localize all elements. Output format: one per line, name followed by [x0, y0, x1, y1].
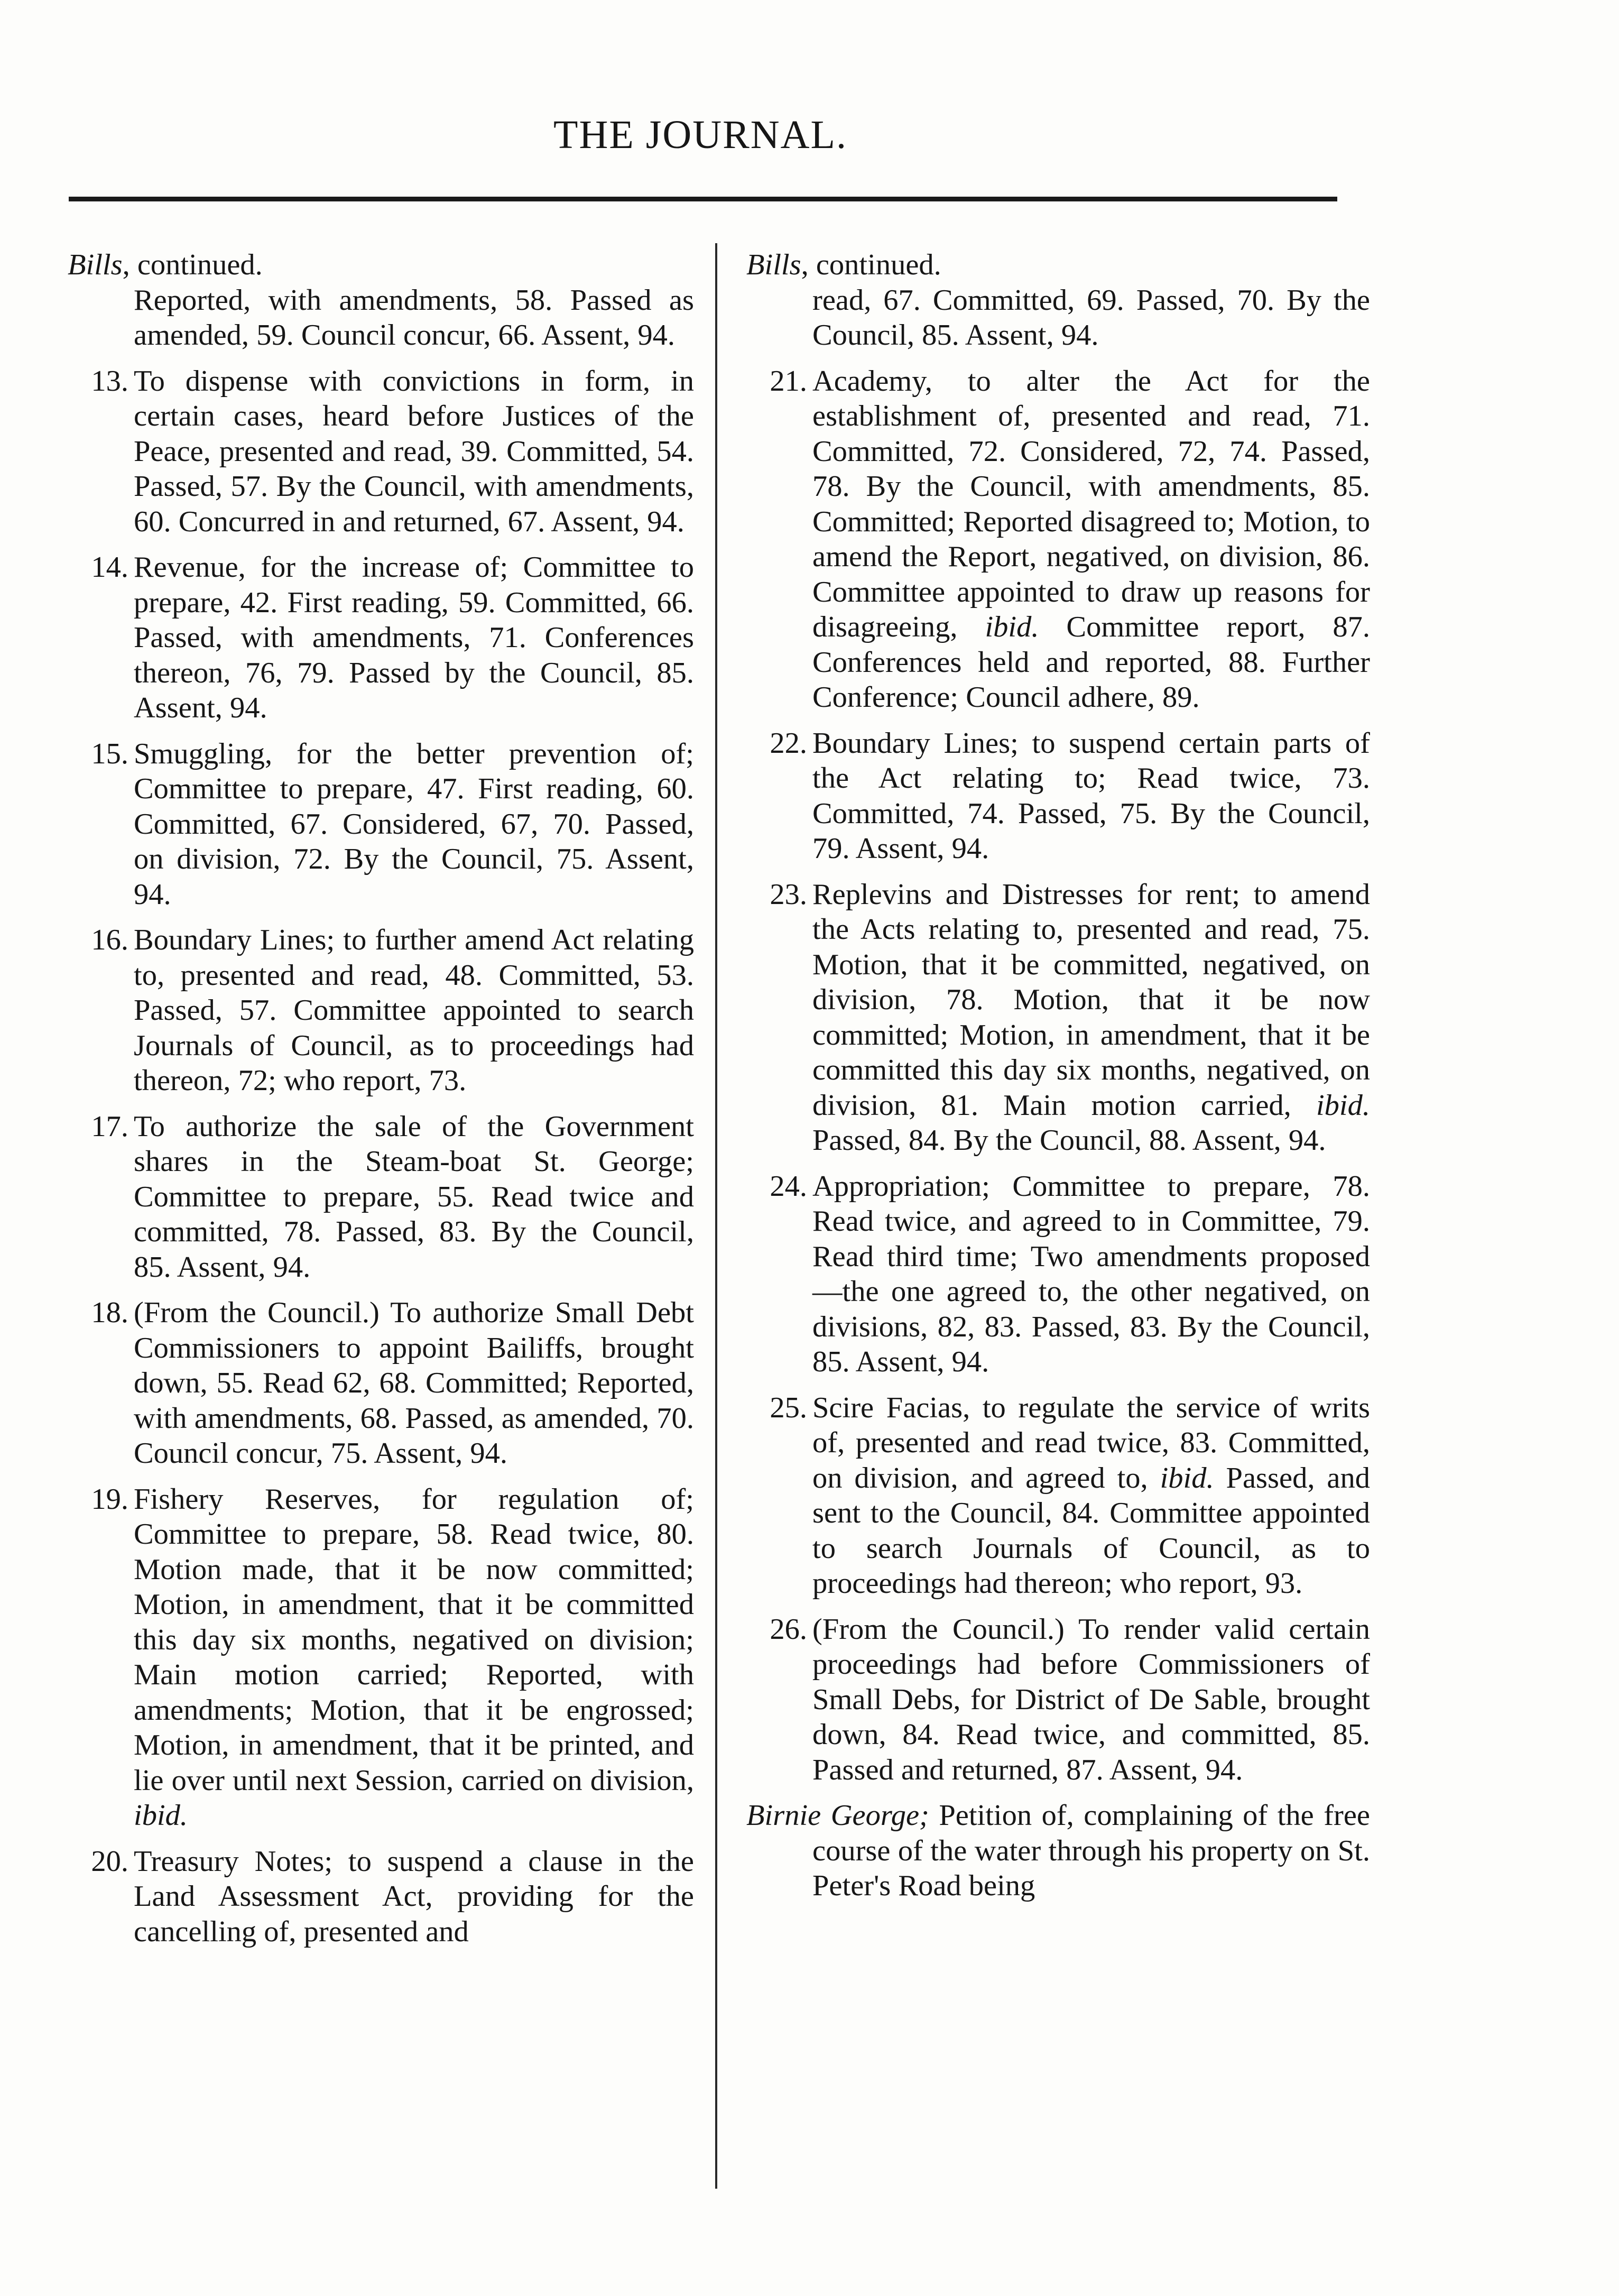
entry-text: To authorize the sale of the Government shares in the Steam-boat St. George; Committee to prepare, 55. Read twice and committed, 78. Passed, 83. By the Council, 85. Assent, 94.: [134, 1110, 694, 1284]
entry-text: Scire Facias, to regulate the service of writs of, presented and read twice, 83. Committed, on division, and agreed to,: [812, 1391, 1370, 1495]
entry-number: 20.: [91, 1845, 128, 1878]
entry-number: 17.: [91, 1110, 128, 1143]
bill-entry-24: [746, 1169, 1370, 1380]
entry-text: (From the Council.) To authorize Small Debt Commissioners to appoint Bailiffs, brought down, 55. Read 62, 68. Committed; Reported, with amendments, 68. Passed, as amended, 70. Council concur, 75. Assent, 94.: [134, 1296, 694, 1470]
entry-text: Revenue, for the increase of; Committee to prepare, 42. First reading, 59. Committed, 66. Passed, with amendments, 71. Conferences thereon, 76, 79. Passed by the Council, 85. Assent, 94.: [134, 551, 694, 724]
entry-number: 19.: [91, 1482, 128, 1516]
right-column-heading: [746, 247, 1370, 283]
heading-italic: Bills: [746, 248, 801, 281]
left-continuation: Reported, with amendments, 58. Passed as amended, 59. Council concur, 66. Assent, 94.: [134, 283, 694, 352]
column-divider: [715, 243, 717, 2189]
entry-text: Smuggling, for the better prevention of; Committee to prepare, 47. First reading, 60. Committed, 67. Considered, 67, 70. Passed, on division, 72. By the Council, 75. Assent, 94.: [134, 737, 694, 911]
entry-number: 18.: [91, 1296, 128, 1329]
entry-text: Committee report, 87. Conferences held and reported, 88. Further Conference; Council adhere, 89.: [812, 611, 1371, 714]
heading-rest: , continued.: [122, 248, 263, 281]
bill-entry-14: [68, 550, 694, 726]
right-column: [746, 247, 1370, 1904]
bill-entry-19: [68, 1482, 694, 1833]
entry-text: Passed, 84. By the Council, 88. Assent, 94.: [812, 1124, 1326, 1157]
entry-text: To dispense with convictions in form, in certain cases, heard before Justices of the Peace, presented and read, 39. Committed, 54. Passed, 57. By the Council, with amendments, 60. Concurred in and returned, 67. Assent, 94.: [134, 364, 694, 538]
entry-text-italic: ibid.: [1160, 1461, 1214, 1495]
entry-number: 16.: [91, 924, 128, 956]
right-continuation: read, 67. Committed, 69. Passed, 70. By the Council, 85. Assent, 94.: [812, 283, 1370, 352]
bill-entry-23: [746, 877, 1370, 1158]
bill-entry-20: [68, 1844, 694, 1950]
bill-entry-18: [68, 1295, 694, 1471]
entry-text: Passed, and sent to the Council, 84. Committee appointed to search Journals of Council, as to proceedings had thereon; who report, 93.: [812, 1461, 1371, 1600]
heading-rest: , continued.: [801, 248, 941, 281]
entry-number: 23.: [770, 878, 807, 911]
entry-number: 21.: [770, 364, 807, 398]
title-rule: [69, 197, 1337, 201]
bill-entry-13: [68, 364, 694, 540]
entry-number: 15.: [91, 737, 128, 770]
entry-number: 25.: [770, 1391, 807, 1424]
entry-number: 26.: [770, 1612, 807, 1646]
left-column: [68, 247, 694, 1960]
entry-text: Appropriation; Committee to prepare, 78. Read twice, and agreed to in Committee, 79. Read third time; Two amendments proposed—the one agreed to, the other negatived, on divisions, 82, 83. Passed, 83. By the Council, 85. Assent, 94.: [812, 1169, 1370, 1378]
bill-entry-21: [746, 364, 1370, 715]
entry-number: 24.: [770, 1169, 807, 1203]
left-column-heading: [68, 247, 694, 283]
entry-text-italic: ibid.: [985, 611, 1039, 643]
page-title: THE JOURNAL.: [553, 113, 847, 157]
bill-entry-15: [68, 736, 694, 912]
bill-entry-16: [68, 923, 694, 1099]
bill-entry-17: [68, 1109, 694, 1285]
entry-name-italic: Birnie George;: [746, 1799, 929, 1832]
entry-number: 14.: [91, 551, 128, 584]
entry-text: Academy, to alter the Act for the establishment of, presented and read, 71. Committed, 72. Considered, 72, 74. Passed, 78. By the Council, with amendments, 85. Committed; Reported disagreed to; Motion, to amend the Report, negatived, on division, 86. Committee appointed to draw up reasons for disagreeing,: [812, 364, 1370, 643]
entry-text: Treasury Notes; to suspend a clause in the Land Assessment Act, providing for the cancelling of, presented and: [134, 1845, 694, 1948]
entry-text: Fishery Reserves, for regulation of; Committee to prepare, 58. Read twice, 80. Motion made, that it be now committed; Motion, in amendment, that it be committed this day six months, negatived on division; Main motion carried; Reported, with amendments; Motion, that it be engrossed; Motion, in amendment, that it be printed, and lie over until next Session, carried on division,: [134, 1482, 694, 1797]
bill-entry-25: [746, 1390, 1370, 1601]
bill-entry-22: [746, 726, 1370, 866]
entry-text-italic: ibid.: [1316, 1089, 1370, 1122]
entry-text: Replevins and Distresses for rent; to amend the Acts relating to, presented and read, 75. Motion, that it be committed, negatived, on division, 78. Motion, that it be now committed; Motion, in amendment, that it be committed this day six months, negatived, on division, 81. Main motion carried,: [812, 878, 1370, 1122]
entry-number: 22.: [770, 726, 807, 760]
entry-number: 13.: [91, 364, 128, 398]
heading-italic: Bills: [68, 248, 123, 281]
entry-text: Boundary Lines; to suspend certain parts of the Act relating to; Read twice, 73. Committed, 74. Passed, 75. By the Council, 79. Assent, 94.: [812, 726, 1370, 865]
entry-text: Boundary Lines; to further amend Act relating to, presented and read, 48. Committed, 53. Passed, 57. Committee appointed to search Journals of Council, as to proceedings had thereon, 72; who report, 73.: [134, 924, 694, 1097]
entry-text: (From the Council.) To render valid certain proceedings had before Commissioners of Small Debs, for District of De Sable, brought down, 84. Read twice, and committed, 85. Passed and returned, 87. Assent, 94.: [812, 1612, 1370, 1786]
entry-text: Petition of, complaining of the free course of the water through his property on St. Peter's Road being: [812, 1799, 1370, 1902]
bill-entry-26: [746, 1612, 1370, 1788]
birnie-george-entry: [746, 1798, 1370, 1904]
entry-text-italic: ibid.: [134, 1799, 188, 1832]
